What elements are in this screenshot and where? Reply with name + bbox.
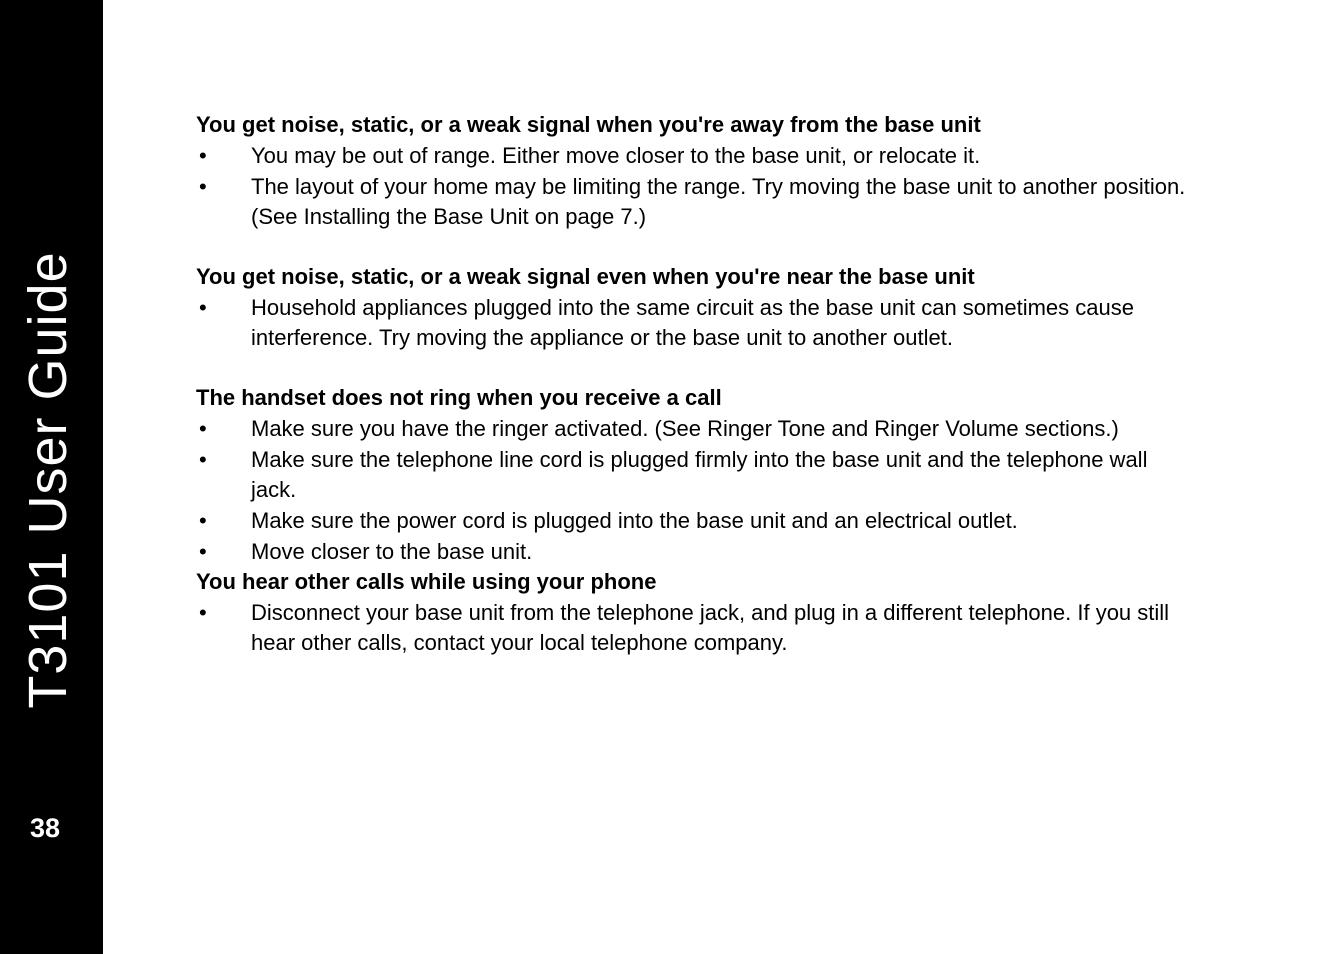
section-heading: The handset does not ring when you receive a call [196, 385, 722, 410]
section-heading: You get noise, static, or a weak signal when you're away from the base unit [196, 112, 981, 137]
list-item [196, 598, 1196, 658]
section-heading: You get noise, static, or a weak signal even when you're near the base unit [196, 264, 975, 289]
list-item [196, 506, 1196, 536]
list-item-text: You may be out of range. Either move closer to the base unit, or relocate it. [251, 143, 981, 168]
list-item [196, 537, 1196, 567]
list-item-text: Make sure you have the ringer activated. (See Ringer Tone and Ringer Volume sections.) [251, 416, 1119, 441]
section-weak-signal-near [196, 262, 1196, 353]
list-item [196, 293, 1196, 353]
list-item [196, 172, 1196, 232]
bullet-list [196, 598, 1196, 658]
bullet-list [196, 141, 1196, 232]
guide-title: T3101 User Guide [18, 251, 78, 709]
bullet-icon: • [199, 508, 207, 533]
list-item-text: Disconnect your base unit from the telephone jack, and plug in a different telephone. If you still hear other calls, contact your local telephone company. [251, 600, 1170, 655]
bullet-icon: • [199, 600, 207, 625]
list-item-text: Make sure the telephone line cord is plugged firmly into the base unit and the telephone wall jack. [251, 447, 1148, 502]
section-heading: You hear other calls while using your phone [196, 569, 657, 594]
list-item [196, 445, 1196, 505]
bullet-icon: • [199, 143, 207, 168]
bullet-icon: • [199, 295, 207, 320]
bullet-list [196, 293, 1196, 353]
bullet-icon: • [199, 416, 207, 441]
side-bar [0, 0, 103, 954]
list-item-text: Make sure the power cord is plugged into the base unit and an electrical outlet. [251, 508, 1018, 533]
list-item-text: The layout of your home may be limiting the range. Try moving the base unit to another position. (See Installing the Base Unit on page 7.) [251, 174, 1186, 229]
troubleshooting-content [196, 110, 1196, 658]
bullet-icon: • [199, 174, 207, 199]
list-item [196, 414, 1196, 444]
bullet-icon: • [199, 539, 207, 564]
list-item-text: Household appliances plugged into the same circuit as the base unit can sometimes cause interference. Try moving the appliance or the base unit to another outlet. [251, 295, 1134, 350]
list-item-text: Move closer to the base unit. [251, 539, 533, 564]
section-weak-signal-away [196, 110, 1196, 232]
page-number: 38 [30, 813, 61, 843]
bullet-icon: • [199, 447, 207, 472]
section-other-calls [196, 567, 1196, 658]
bullet-list [196, 414, 1196, 567]
list-item [196, 141, 1196, 171]
section-handset-no-ring [196, 383, 1196, 567]
